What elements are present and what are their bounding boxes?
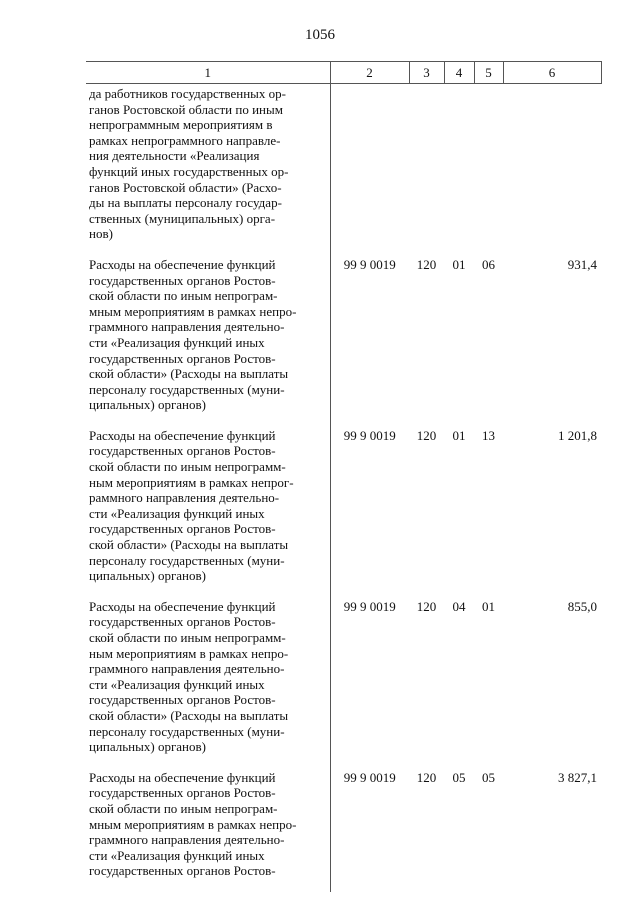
description-line: ным мероприятиям в рамках непро-	[89, 645, 289, 661]
row-target-code: 99 9 0019	[343, 427, 396, 443]
row-target-code: 99 9 0019	[343, 598, 396, 614]
header-col-4: 4	[444, 62, 474, 84]
row-section: 01	[452, 256, 466, 272]
description-line: сти «Реализация функций иных	[89, 847, 265, 863]
row-amount: 3 827,1	[558, 769, 597, 785]
description-line: граммного направления деятельно-	[89, 319, 285, 335]
description-line: ской области» (Расходы на выплаты	[89, 537, 289, 553]
description-line: ской области по иным непрограмм-	[89, 630, 286, 645]
description-line: ным мероприятиям в рамках непрог-	[89, 474, 294, 490]
description-line: ципальных) органов)	[89, 397, 206, 413]
header-row	[86, 62, 601, 84]
description-line: государственных органов Ростов-	[89, 350, 276, 366]
description-line: ния деятельности «Реализация	[89, 148, 260, 164]
description-line: персоналу государственных (муни-	[89, 552, 285, 568]
description-line: мным мероприятиям в рамках непро-	[89, 303, 297, 319]
budget-table	[86, 61, 602, 892]
description-line: граммного направления деятельно-	[89, 661, 285, 677]
description-line: ганов Ростовской области» (Расхо-	[89, 179, 282, 195]
page-number: 1056	[305, 27, 335, 43]
description-line: ской области по иным непрограм-	[89, 800, 278, 816]
table-row	[86, 255, 601, 426]
description-line: да работников государственных ор-	[89, 86, 286, 101]
row-subsection: 13	[482, 427, 495, 443]
row-expense-type: 120	[416, 256, 437, 272]
description-line: персоналу государственных (муни-	[89, 381, 285, 397]
table-row	[86, 426, 601, 597]
row-target-code: 99 9 0019	[343, 256, 396, 272]
description-line: Расходы на обеспечение функций	[89, 427, 276, 443]
description-line: государственных органов Ростов-	[89, 443, 276, 459]
row-expense-type: 120	[416, 427, 437, 443]
row-amount: 931,4	[567, 256, 597, 272]
description-line: ской области» (Расходы на выплаты	[89, 366, 289, 382]
row-description	[86, 597, 330, 768]
header-col-5: 5	[474, 62, 503, 84]
row-expense-type	[409, 84, 444, 255]
row-description	[86, 255, 330, 426]
header-col-2: 2	[330, 62, 409, 84]
row-amount	[503, 84, 601, 255]
description-line: Расходы на обеспечение функций	[89, 769, 276, 785]
description-line: функций иных государственных ор-	[89, 163, 289, 179]
description-line: Расходы на обеспечение функций	[89, 598, 276, 614]
table-row	[86, 597, 601, 768]
description-line: нов)	[89, 226, 113, 242]
row-description	[86, 84, 330, 255]
description-line: непрограммным мероприятиям в	[89, 117, 273, 133]
row-subsection: 06	[482, 256, 495, 272]
description-line: ственных (муниципальных) орга-	[89, 210, 276, 226]
description-line: ской области по иным непрограм-	[89, 288, 278, 304]
description-line: мным мероприятиям в рамках непро-	[89, 816, 297, 832]
row-section: 04	[452, 598, 466, 614]
description-line: рамках непрограммного направле-	[89, 132, 281, 148]
description-line: государственных органов Ростов-	[89, 521, 276, 537]
table-row	[86, 84, 601, 255]
description-line: сти «Реализация функций иных	[89, 505, 265, 521]
row-subsection: 01	[482, 598, 495, 614]
row-amount: 855,0	[567, 598, 597, 614]
table-body	[86, 84, 601, 892]
description-line: государственных органов Ростов-	[89, 785, 276, 801]
row-subsection	[474, 84, 503, 255]
row-subsection: 05	[482, 769, 495, 785]
description-line: государственных органов Ростов-	[89, 272, 276, 288]
description-line: сти «Реализация функций иных	[89, 676, 265, 692]
description-line: ципальных) органов)	[89, 568, 206, 584]
header-col-3: 3	[409, 62, 444, 84]
table-row	[86, 768, 601, 892]
description-line: раммного направления деятельно-	[89, 490, 280, 506]
description-line: государственных органов Ростов-	[89, 692, 276, 708]
description-line: сти «Реализация функций иных	[89, 334, 265, 350]
description-line: ской области по иным непрограмм-	[89, 459, 286, 475]
header-col-1: 1	[86, 62, 330, 84]
description-line: персоналу государственных (муни-	[89, 723, 285, 739]
row-section: 05	[452, 769, 466, 785]
row-section	[444, 84, 474, 255]
header-col-6: 6	[503, 62, 601, 84]
description-line: ды на выплаты персоналу государ-	[89, 195, 282, 211]
row-description	[86, 768, 330, 892]
description-line: государственных органов Ростов-	[89, 863, 276, 879]
description-line: ципальных) органов)	[89, 739, 206, 755]
row-description	[86, 426, 330, 597]
description-line: Расходы на обеспечение функций	[89, 256, 276, 272]
row-target-code: 99 9 0019	[343, 769, 396, 785]
row-target-code	[330, 84, 409, 255]
description-line: государственных органов Ростов-	[89, 614, 276, 630]
row-expense-type: 120	[416, 598, 437, 614]
description-line: ганов Ростовской области по иным	[89, 101, 283, 117]
description-line: ской области» (Расходы на выплаты	[89, 707, 289, 723]
row-amount: 1 201,8	[558, 427, 597, 443]
row-section: 01	[452, 427, 466, 443]
row-expense-type: 120	[416, 769, 437, 785]
description-line: граммного направления деятельно-	[89, 832, 285, 848]
